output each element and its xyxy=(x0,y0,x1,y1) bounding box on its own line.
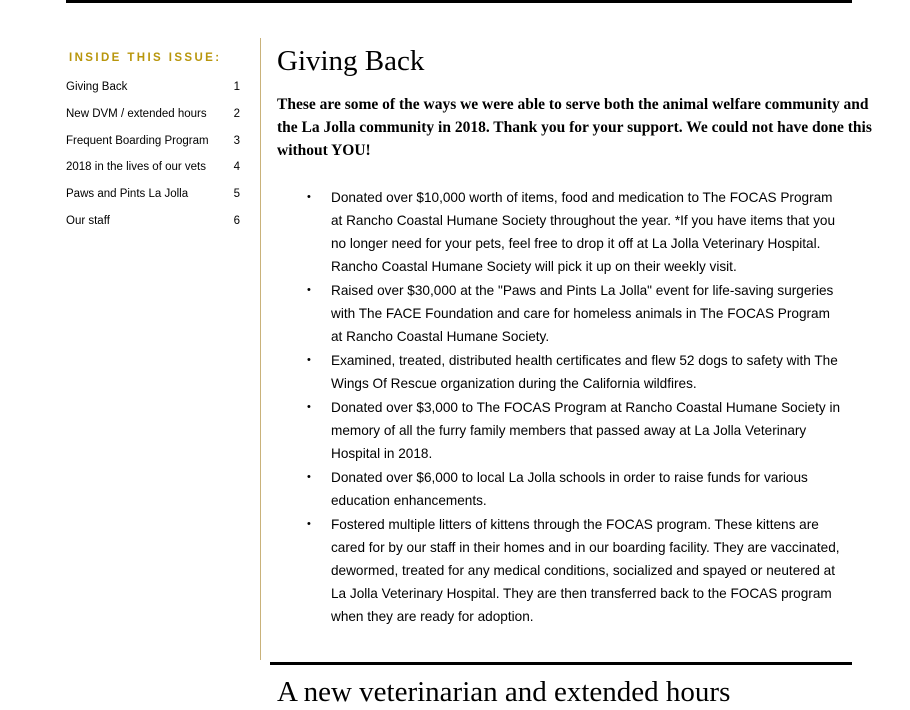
bullet-icon: • xyxy=(307,191,311,203)
toc-item-paws-and-pints[interactable] xyxy=(66,188,246,215)
toc-label: Paws and Pints La Jolla xyxy=(66,188,189,201)
list-item xyxy=(277,466,842,512)
list-item-text: Raised over $30,000 at the "Paws and Pints La Jolla" event for life-saving surgeries with The FACE Foundation and care for homeless animals in The FOCAS Program at Rancho Coastal Humane Society. xyxy=(331,283,834,344)
list-item xyxy=(277,349,842,395)
column-divider xyxy=(260,38,261,660)
toc-item-giving-back[interactable] xyxy=(66,81,246,108)
sidebar xyxy=(66,52,246,242)
toc-page-number: 4 xyxy=(233,161,240,174)
bullet-icon: • xyxy=(307,471,311,483)
article-title: Giving Back xyxy=(277,45,425,77)
bullet-icon: • xyxy=(307,401,311,413)
list-item-text: Examined, treated, distributed health certificates and flew 52 dogs to safety with The Wings Of Rescue organization during the California wildfires. xyxy=(331,353,838,391)
toc-page-number: 6 xyxy=(233,214,240,227)
bullet-list xyxy=(277,186,842,628)
list-item-text: Donated over $3,000 to The FOCAS Program at Rancho Coastal Humane Society in memory of all the furry family members that passed away at La Jolla Veterinary Hospital in 2018. xyxy=(331,400,841,461)
bullet-icon: • xyxy=(307,518,311,530)
next-article-title: A new veterinarian and extended hours xyxy=(277,676,731,708)
article-intro: These are some of the ways we were able to serve both the animal welfare community and the La Jolla community in 2018. Thank you for your support. We could not have done this without YOU! xyxy=(277,96,872,159)
toc-item-new-dvm[interactable] xyxy=(66,108,246,135)
list-item-text: Donated over $10,000 worth of items, food and medication to The FOCAS Program at Rancho Coastal Humane Society throughout the year. *If you have items that you no longer need for your pets, feel free to drop it off at La Jolla Veterinary Hospital. Rancho Coastal Humane Society will pick it up on their weekly visit. xyxy=(331,190,836,274)
bullet-icon: • xyxy=(307,284,311,296)
toc-page-number: 3 xyxy=(233,134,240,147)
toc-label: 2018 in the lives of our vets xyxy=(66,161,206,174)
toc-page-number: 5 xyxy=(233,188,240,201)
toc-item-lives-of-vets[interactable] xyxy=(66,161,246,188)
toc-page-number: 1 xyxy=(233,81,240,93)
top-rule xyxy=(66,0,852,3)
toc-label: Giving Back xyxy=(66,81,128,93)
toc-label: New DVM / extended hours xyxy=(66,107,207,120)
list-item xyxy=(277,396,842,465)
section-rule xyxy=(270,662,852,665)
bullet-icon: • xyxy=(307,354,311,366)
sidebar-title: INSIDE THIS ISSUE: xyxy=(69,52,222,64)
toc-item-our-staff[interactable] xyxy=(66,215,246,242)
list-item-text: Fostered multiple litters of kittens through the FOCAS program. These kittens are cared for by our staff in their homes and in our boarding facility. They are vaccinated, dewormed, treated for any medical conditions, socialized and spayed or neutered at La Jolla Veterinary Hospital. They are then transferred back to the FOCAS program when they are ready for adoption. xyxy=(331,517,840,624)
list-item xyxy=(277,279,842,348)
list-item-text: Donated over $6,000 to local La Jolla schools in order to raise funds for various education enhancements. xyxy=(331,470,808,508)
list-item xyxy=(277,513,842,628)
list-item xyxy=(277,186,842,278)
toc-label: Frequent Boarding Program xyxy=(66,134,209,147)
article xyxy=(277,40,877,629)
toc-label: Our staff xyxy=(66,214,110,227)
toc-item-frequent-boarding[interactable] xyxy=(66,135,246,162)
toc-page-number: 2 xyxy=(233,107,240,120)
